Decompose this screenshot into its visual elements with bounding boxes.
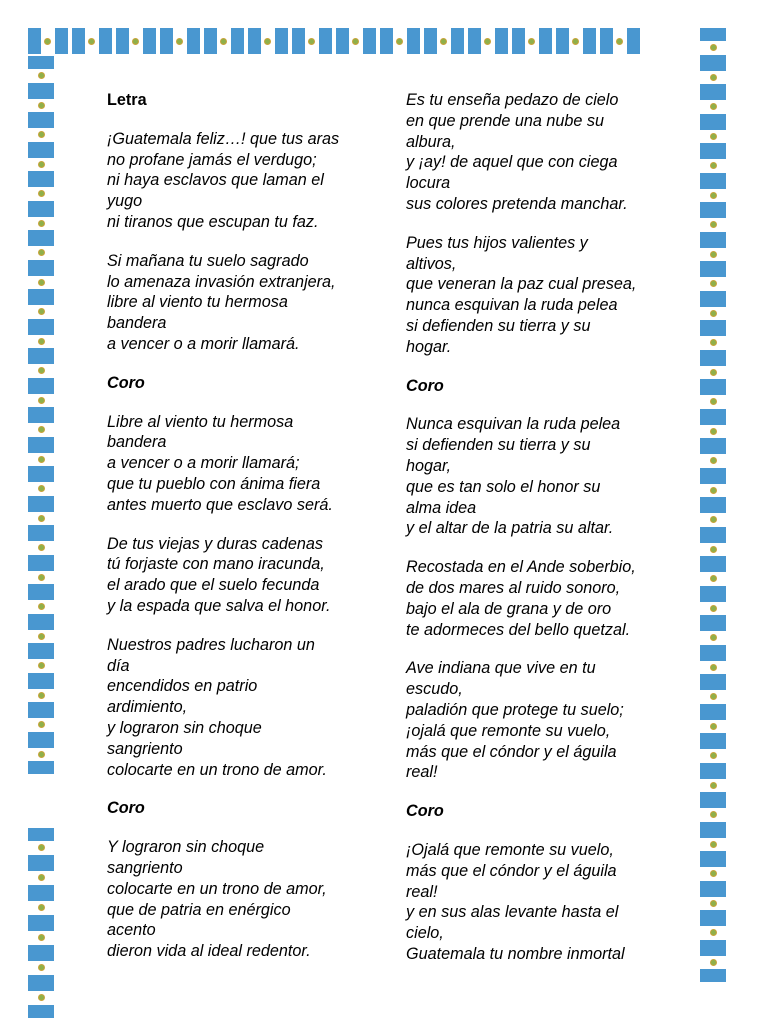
- lyric-line: Ave indiana que vive en tu: [406, 659, 596, 678]
- lyric-line: de dos mares al ruido sonoro,: [406, 578, 621, 597]
- stanza: [107, 534, 377, 617]
- lyric-line: el arado que el suelo fecunda: [107, 576, 320, 595]
- lyric-line: a vencer o a morir llamará;: [107, 454, 300, 473]
- lyric-line: y la espada que salva el honor.: [107, 596, 331, 615]
- lyric-line: que es tan solo el honor su: [406, 477, 601, 496]
- lyric-line: Y lograron sin choque: [107, 838, 265, 857]
- coro-heading: Coro: [107, 373, 145, 392]
- lyric-line: tú forjaste con mano iracunda,: [107, 555, 325, 574]
- lyric-line: ¡Ojalá que remonte su vuelo,: [406, 840, 614, 859]
- lyric-line: escudo,: [406, 680, 463, 699]
- lyric-line: encendidos en patrio: [107, 677, 258, 696]
- lyric-line: Es tu enseña pedazo de cielo: [406, 91, 619, 109]
- guatemala-flag-icon: [28, 735, 54, 775]
- lyric-line: si defienden su tierra y su: [406, 436, 591, 455]
- lyric-line: lo amenaza invasión extranjera,: [107, 272, 336, 291]
- lyric-line: cielo,: [406, 924, 444, 943]
- lyric-line: Guatemala tu nombre inmortal: [406, 944, 625, 963]
- stanza: [406, 233, 668, 358]
- guatemala-flag-icon: [424, 28, 464, 54]
- guatemala-flag-icon: [556, 28, 596, 54]
- guatemala-flag-icon: [380, 28, 420, 54]
- stanza: [107, 412, 377, 516]
- lyric-line: real!: [406, 882, 438, 901]
- guatemala-flag-icon: [512, 28, 552, 54]
- stanza: [406, 658, 668, 783]
- guatemala-flag-icon: [600, 28, 640, 54]
- lyric-line: real!: [406, 763, 438, 782]
- guatemala-flag-icon: [160, 28, 200, 54]
- lyric-line: que tu pueblo con ánima fiera: [107, 474, 321, 493]
- lyric-line: a vencer o a morir llamará.: [107, 334, 300, 353]
- lyric-line: bandera: [107, 433, 167, 452]
- guatemala-flag-icon: [28, 978, 54, 1018]
- lyric-line: dieron vida al ideal redentor.: [107, 942, 311, 961]
- lyric-line: bajo el ala de grana y de oro: [406, 599, 612, 618]
- lyric-line: ni haya esclavos que laman el: [107, 171, 324, 190]
- lyric-line: ni tiranos que escupan tu faz.: [107, 212, 319, 231]
- stanza: [107, 837, 377, 962]
- lyric-line: día: [107, 656, 130, 675]
- lyric-line: Pues tus hijos valientes y: [406, 233, 588, 252]
- lyric-line: antes muerto que esclavo será.: [107, 495, 333, 514]
- left-lyrics: [107, 129, 377, 962]
- lyric-line: Recostada en el Ande soberbio,: [406, 558, 636, 577]
- lyric-line: más que el cóndor y el águila: [406, 742, 617, 761]
- lyric-line: que de patria en enérgico: [107, 900, 291, 919]
- left-column: [107, 90, 377, 980]
- lyric-line: albura,: [406, 132, 456, 151]
- guatemala-flag-icon: [336, 28, 376, 54]
- lyric-line: ardimiento,: [107, 698, 188, 717]
- lyric-line: De tus viejas y duras cadenas: [107, 534, 323, 553]
- lyric-line: que veneran la paz cual presea,: [406, 275, 637, 294]
- lyric-line: y en sus alas levante hasta el: [406, 903, 619, 922]
- guatemala-flag-icon: [116, 28, 156, 54]
- stanza: [107, 251, 377, 355]
- coro-heading: Coro: [107, 799, 145, 818]
- lyric-line: colocarte en un trono de amor.: [107, 760, 327, 779]
- lyric-line: Nuestros padres lucharon un: [107, 635, 315, 654]
- lyric-line: colocarte en un trono de amor,: [107, 879, 327, 898]
- guatemala-flag-icon: [700, 943, 726, 983]
- lyric-line: acento: [107, 921, 156, 940]
- lyric-line: sangriento: [107, 739, 183, 758]
- lyric-line: yugo: [107, 192, 143, 211]
- lyric-line: y ¡ay! de aquel que con ciega: [406, 153, 618, 172]
- guatemala-flag-icon: [292, 28, 332, 54]
- guatemala-flag-icon: [28, 28, 68, 54]
- stanza: [406, 90, 668, 215]
- guatemala-flag-icon: [248, 28, 288, 54]
- lyric-line: no profane jamás el verdugo;: [107, 150, 317, 169]
- stanza: [406, 557, 668, 640]
- lyric-line: altivos,: [406, 254, 457, 273]
- lyric-line: alma idea: [406, 498, 477, 517]
- lyric-line: más que el cóndor y el águila: [406, 861, 617, 880]
- guatemala-flag-icon: [204, 28, 244, 54]
- lyric-line: hogar.: [406, 337, 452, 356]
- lyric-line: Nunca esquivan la ruda pelea: [406, 415, 621, 434]
- lyric-line: hogar,: [406, 456, 452, 475]
- stanza: [107, 129, 377, 233]
- guatemala-flag-icon: [468, 28, 508, 54]
- lyric-line: Si mañana tu suelo sagrado: [107, 251, 309, 270]
- lyric-line: bandera: [107, 314, 167, 333]
- lyric-line: nunca esquivan la ruda pelea: [406, 296, 618, 315]
- lyric-line: libre al viento tu hermosa: [107, 293, 288, 312]
- page-title: Letra: [107, 91, 147, 109]
- stanza: [107, 635, 377, 781]
- lyric-line: locura: [406, 174, 451, 193]
- coro-heading: Coro: [406, 376, 444, 395]
- lyric-line: ¡Guatemala feliz…! que tus aras: [107, 129, 340, 148]
- lyric-line: te adormeces del bello quetzal.: [406, 620, 631, 639]
- lyric-line: y lograron sin choque: [107, 718, 262, 737]
- lyric-line: en que prende una nube su: [406, 111, 605, 130]
- lyric-line: ¡ojalá que remonte su vuelo,: [406, 721, 611, 740]
- stanza: [406, 414, 668, 539]
- lyric-line: paladión que protege tu suelo;: [406, 700, 624, 719]
- lyric-line: sus colores pretenda manchar.: [406, 194, 628, 213]
- coro-heading: Coro: [406, 802, 444, 821]
- right-lyrics: [406, 90, 668, 965]
- lyric-line: y el altar de la patria su altar.: [406, 519, 614, 538]
- guatemala-flag-icon: [72, 28, 112, 54]
- lyric-line: Libre al viento tu hermosa: [107, 412, 294, 431]
- stanza: [406, 840, 668, 965]
- lyric-line: sangriento: [107, 858, 183, 877]
- lyric-line: si defienden su tierra y su: [406, 316, 591, 335]
- right-column: [406, 90, 668, 983]
